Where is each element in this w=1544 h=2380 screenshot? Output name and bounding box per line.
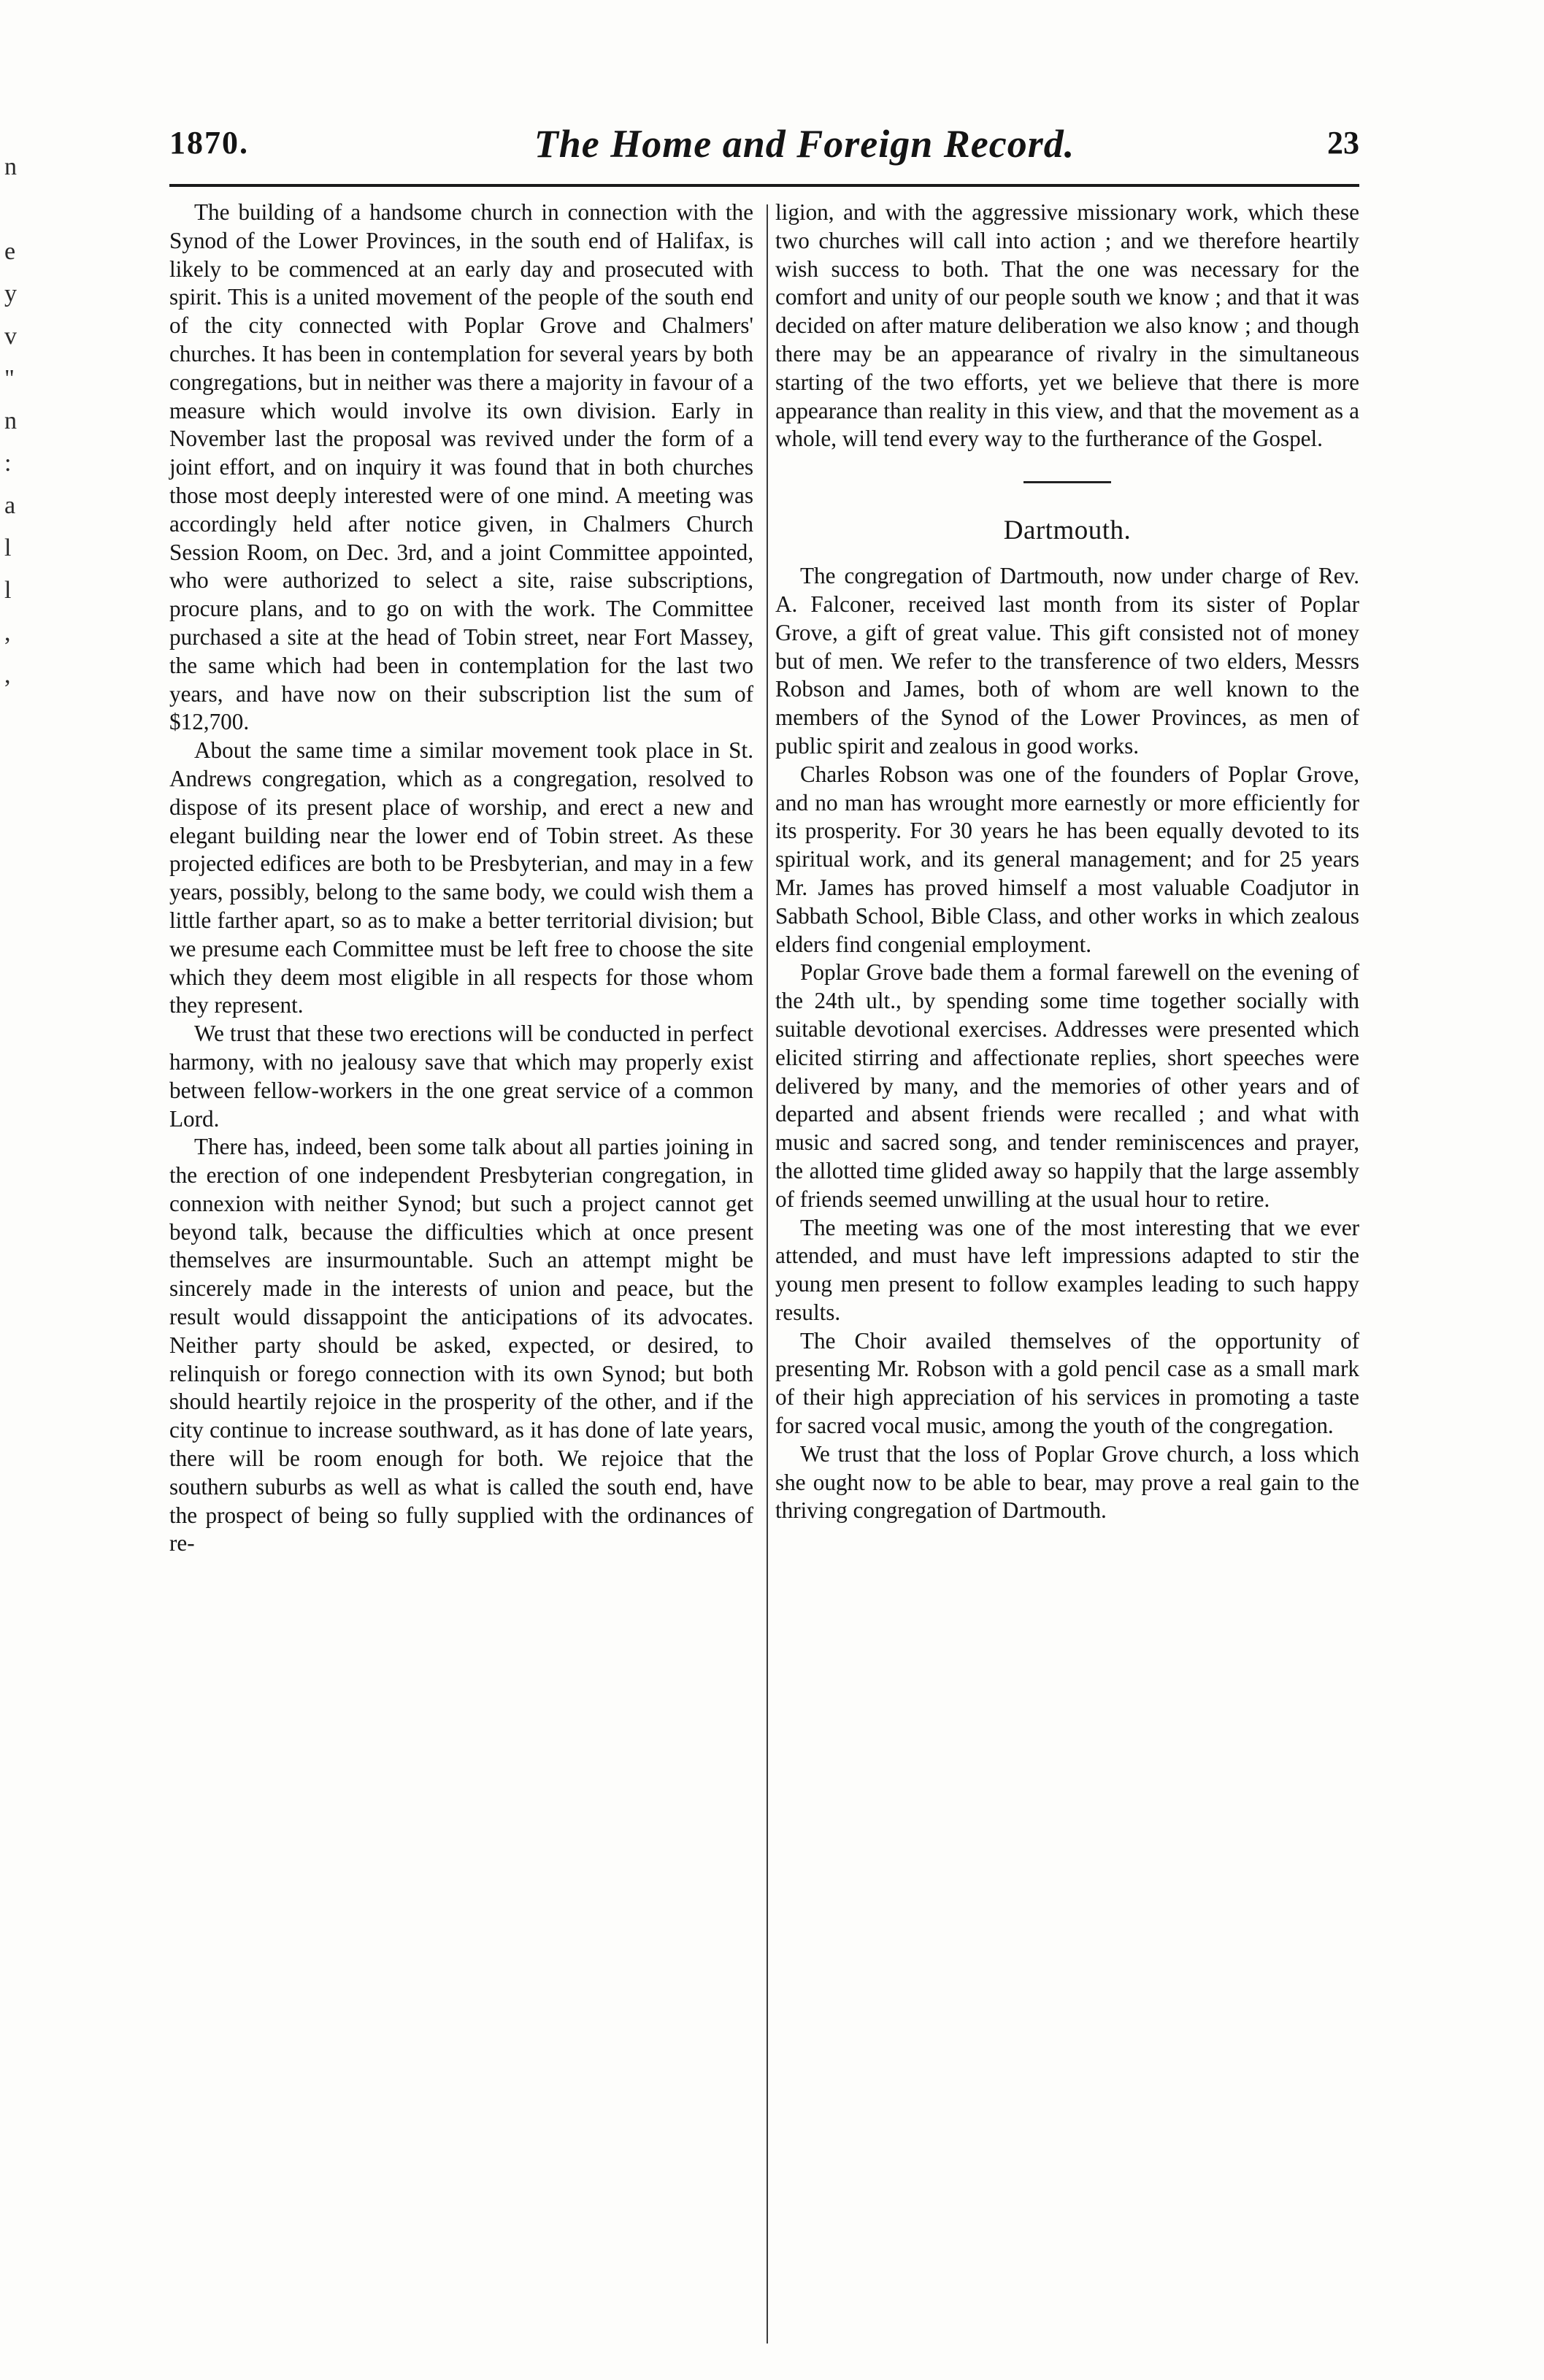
margin-char: a [4, 492, 16, 519]
paragraph: The meeting was one of the most interesting that we ever attended, and must have left impressions adapted to stir the young men present to follow examples leading to such happy results. [775, 1214, 1359, 1325]
paragraph: Poplar Grove bade them a formal farewell on the evening of the 24th ult., by spending some time together socially with suitable devotional exercises. Addresses were presented which elicited stirring and affectionate replies, short speeches were delivered by many, and the memories of other years and of departed and absent friends were recalled ; and what with music and sacred song, and tender reminiscences and prayer, the allotted time glided away so happily that the large assembly of friends seemed unwilling at the usual hour to retire. [775, 959, 1359, 1212]
paragraph: Charles Robson was one of the founders of Poplar Grove, and no man has wrought more earnestly or more efficiently for its prosperity. For 30 years he has been equally devoted to its spiritual work, and its general management; and for 25 years Mr. James has proved himself a most valuable Coadjutor in Sabbath School, Bible Class, and other works in which zealous elders find congenial employment. [775, 761, 1359, 957]
margin-char: : [4, 450, 12, 477]
margin-bleed-characters [4, 146, 34, 696]
margin-char: l [4, 534, 12, 561]
margin-char: , [4, 619, 11, 646]
right-column [775, 199, 1359, 1525]
paragraph: We trust that the loss of Poplar Grove church, a loss which she ought now to be able to bear, may prove a real gain to the thriving congregation of Dartmouth. [775, 1440, 1359, 1524]
margin-char: n [4, 153, 17, 180]
page-number: 23 [1327, 125, 1359, 161]
header-rule [169, 184, 1359, 187]
paragraph: The building of a handsome church in connection with the Synod of the Lower Provinces, in the south end of Halifax, is likely to be commenced at an early day and prosecuted with spirit. This is a united movement of the people of the south end of the city connected with Poplar Grove and Chalmers' churches. It has been in contemplation for several years by both congregations, but in neither was there a majority in favour of a measure which would involve its own division. Early in November last the proposal was revived under the form of a joint effort, and on inquiry it was found that in both churches those most deeply interested were of one mind. A meeting was accordingly held after notice given, in Chalmers Church Session Room, on Dec. 3rd, and a joint Committee appointed, who were authorized to select a site, raise subscriptions, procure plans, and to go on with the work. The Committee purchased a site at the head of Tobin street, near Fort Massey, the same which had been in contemplation for the last two years, and have now on their subscription list the sum of $12,700. [169, 199, 753, 735]
paragraph: There has, indeed, been some talk about all parties joining in the erection of one independent Presbyterian congregation, in connexion with neither Synod; but such a project cannot get beyond talk, because the difficulties which at once present themselves are insurmountable. Such an attempt might be sincerely made in the interests of union and peace, but the result would dissappoint the anticipations of its advocates. Neither party should be asked, expected, or desired, to relinquish or forego connection with its own Synod; but both should heartily rejoice in the prosperity of the other, and if the city continue to increase southward, as it has done of late years, there will be room enough for both. We rejoice that the southern suburbs as well as what is called the south end, have the prospect of being so fully supplied with the ordinances of re- [169, 1134, 753, 1556]
section-heading: Dartmouth. [1003, 515, 1132, 546]
publication-title: The Home and Foreign Record. [534, 122, 1075, 166]
margin-char: y [4, 280, 17, 307]
margin-char: " [4, 365, 15, 392]
margin-char: n [4, 407, 17, 434]
running-header [169, 124, 1359, 175]
paragraph: About the same time a similar movement took place in St. Andrews congregation, which as a congregation, resolved to dispose of its present place of worship, and erect a new and elegant building near the lower end of Tobin street. As these projected edifices are both to be Presbyterian, and may in a few years, possibly, belong to the same body, we could wish them a little farther apart, so as to make a better territorial division; but we presume each Committee must be left free to choose the site which they deem most eligible in all respects for those whom they represent. [169, 737, 753, 1018]
section-divider [1023, 481, 1111, 483]
paragraph: We trust that these two erections will be conducted in perfect harmony, with no jealousy save that which may properly exist between fellow-workers in the one great service of a common Lord. [169, 1021, 753, 1132]
paragraph: The Choir availed themselves of the opportunity of presenting Mr. Robson with a gold pencil case as a small mark of their high appreciation of his services in promoting a taste for sacred vocal music, among the youth of the congregation. [775, 1327, 1359, 1439]
header-year: 1870. [169, 125, 249, 161]
margin-char: , [4, 661, 11, 688]
margin-char: e [4, 238, 16, 265]
column-divider [767, 204, 768, 2343]
margin-char: l [4, 577, 12, 604]
continued-paragraph: ligion, and with the aggressive missionary work, which these two churches will call into action ; and we therefore heartily wish success to both. That the one was necessary for the comfort and unity of our people south we know ; and that it was decided on after mature deliberation we also know ; and though there may be an appearance of rivalry in the simultaneous starting of the two efforts, yet we believe that there is more appearance than reality in this view, and that the movement as a whole, will tend every way to the furtherance of the Gospel. [775, 199, 1359, 452]
margin-char: v [4, 323, 17, 350]
margin-char [4, 188, 34, 231]
left-column [169, 199, 753, 1558]
paragraph: The congregation of Dartmouth, now under charge of Rev. A. Falconer, received last month from its sister of Poplar Grove, a gift of great value. This gift consisted not of money but of men. We refer to the transference of two elders, Messrs Robson and James, both of whom are well known to the members of the Synod of the Lower Provinces, as men of public spirit and zealous in good works. [775, 563, 1359, 759]
